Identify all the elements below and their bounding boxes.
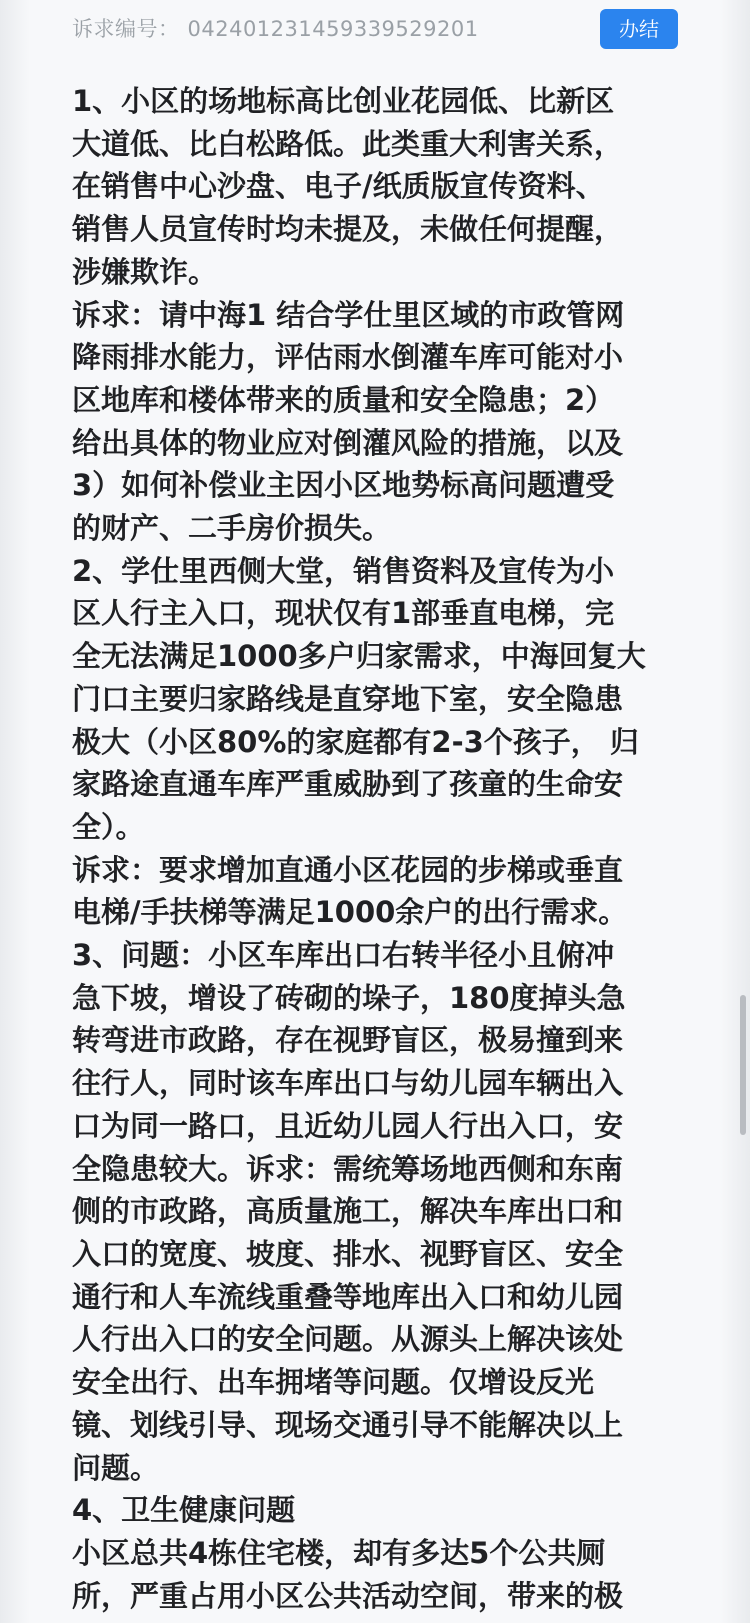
header-bar [0,0,750,62]
close-case-button[interactable]: 办结 [600,9,678,49]
paragraph-item-4-heading: 4、卫生健康问题 [72,1493,296,1528]
scrollbar-thumb[interactable] [740,995,746,1135]
paragraph-item-2-request: 诉求：要求增加直通小区花园的步梯或垂直 电梯/手扶梯等满足1000余户的出行需求。 [72,852,628,930]
paragraph-item-1-request: 诉求：请中海1 结合学仕里区域的市政管网 降雨排水能力，评估雨水倒灌车库可能对小 区地库和楼体带来的质量和安全隐患；2） 给出具体的物业应对倒灌风险的措施，以及 3）如何补偿业主因小区地势标高问题遭受 的财产、二手房价损失。 [72,297,625,546]
paragraph-item-4-desc: 小区总共4栋住宅楼，却有多达5个公共厕 所，严重占用小区公共活动空间，带来的极 [72,1535,624,1613]
paragraph-item-2-desc: 2、学仕里西侧大堂，销售资料及宣传为小 区人行主入口，现状仅有1部垂直电梯，完 全无法满足1000多户归家需求，中海回复大 门口主要归家路线是直穿地下室，安全隐患 极大（小区80%的家庭都有2-3个孩子， 归 家路途直通车库严重威胁到了孩童的生命安 全）。 [72,553,646,844]
complaint-number [72,14,479,44]
complaint-number-value: 04240123145933952920​1 [187,17,479,41]
complaint-number-label: 诉求编号： [72,17,180,41]
paragraph-item-1-desc: 1、小区的场地标高比创业花园低、比新区 大道低、比白松路低。此类重大利害关系， 在销售中心沙盘、电子/纸质版宣传资料、 销售人员宣传时均未提及，未做任何提醒， 涉嫌欺诈。 [72,84,624,289]
complaint-content [72,80,692,1617]
paragraph-item-3: 3、问题：小区车库出口右转半径小且俯冲 急下坡，增设了砖砌的垛子，180度掉头急 转弯进市政路，存在视野盲区，极易撞到来 往行人，同时该车库出口与幼儿园车辆出入 口为同一路口，且近幼儿园人行出入口，安 全隐患较大。诉求：需统筹场地西侧和东南 侧的市政路，高质量施工，解决车库出口和 入口的宽度、坡度、排水、视野盲区、安全 通行和人车流线重叠等地库出入口和幼儿园 人行出入口的安全问题。从源头上解决该处 安全出行、出车拥堵等问题。仅增设反光 镜、划线引导、现场交通引导不能解决以上 问题。 [72,938,626,1485]
